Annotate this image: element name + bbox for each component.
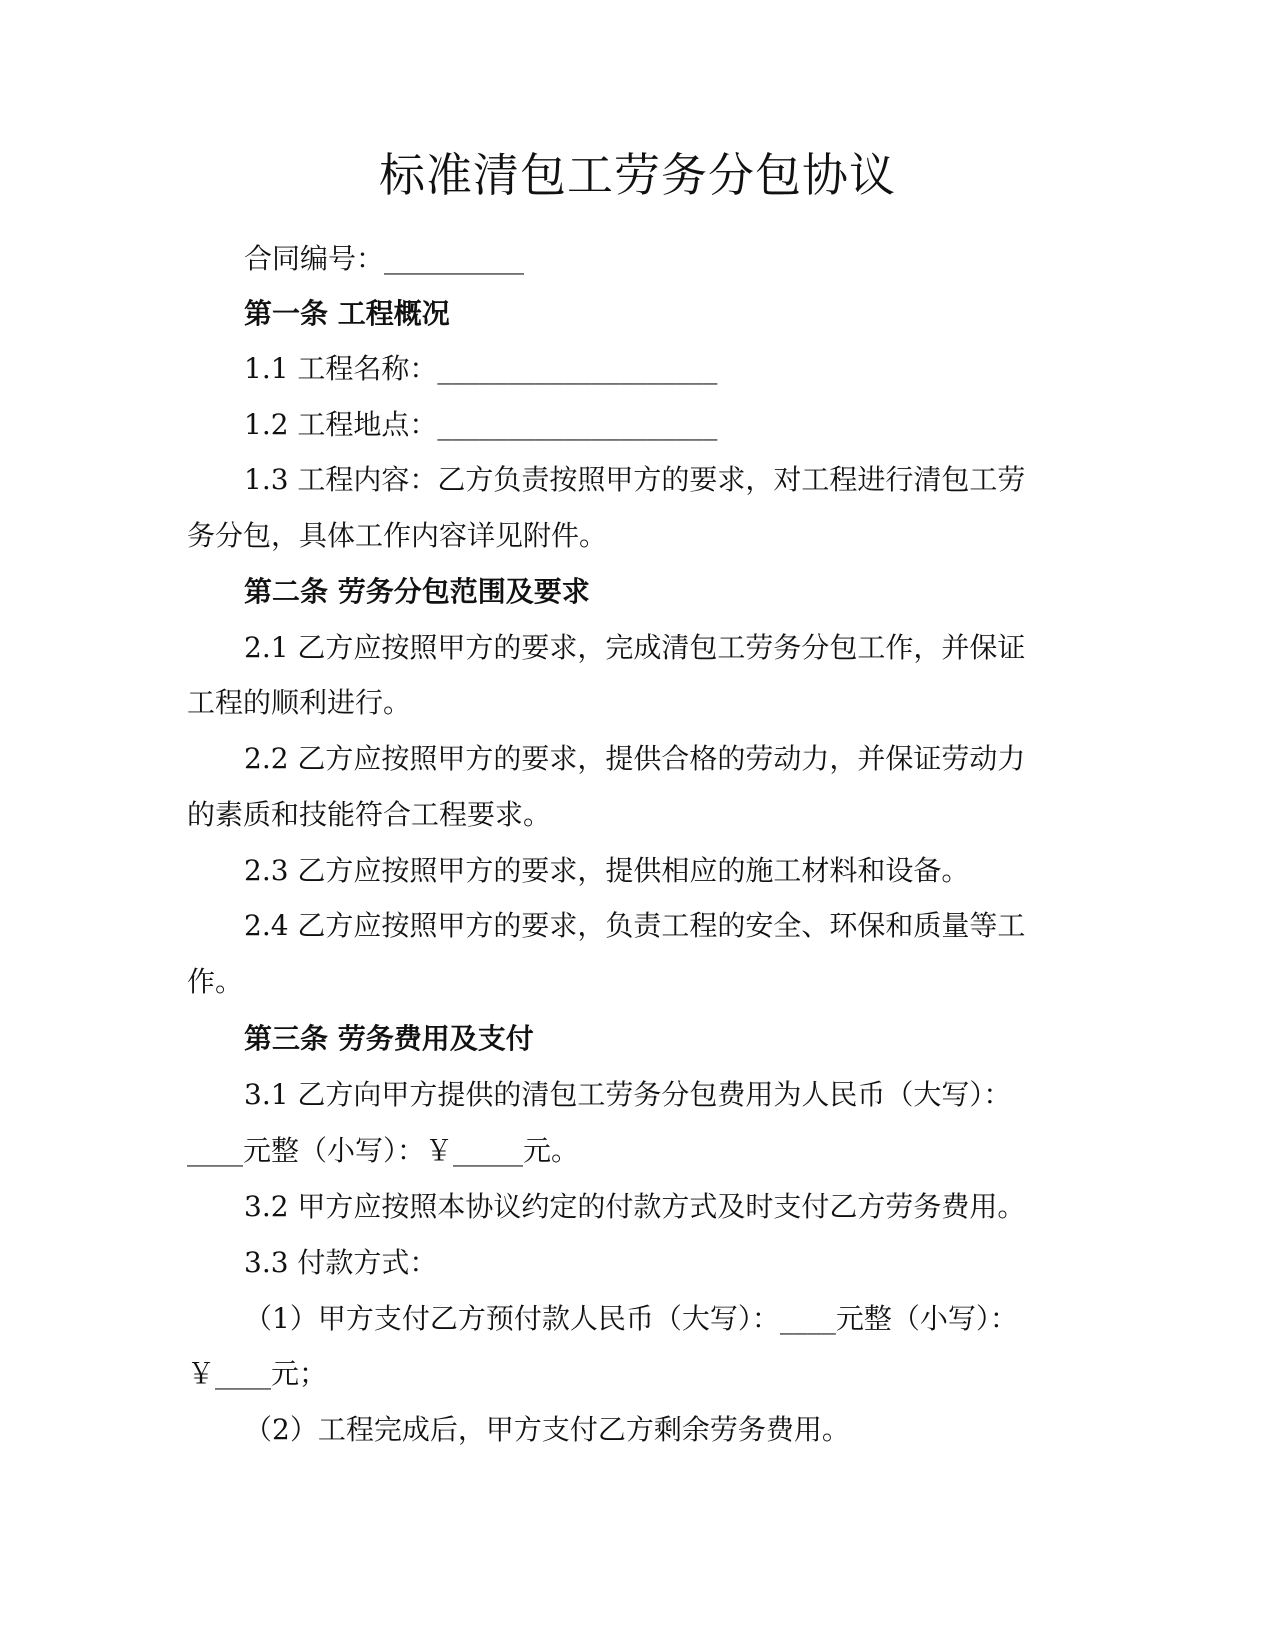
document-title: 标准清包工劳务分包协议 [379,148,896,202]
payment-1-line-1: （1）甲方支付乙方预付款人民币（大写）：____元整（小写）： [244,1302,1018,1335]
item-3-1-line-2: ____元整（小写）：￥_____元。 [187,1134,580,1167]
item-1-3-line-1: 1.3 工程内容：乙方负责按照甲方的要求，对工程进行清包工劳 [244,463,1026,496]
item-2-4-line-1: 2.4 乙方应按照甲方的要求，负责工程的安全、环保和质量等工 [244,909,1026,942]
item-3-3: 3.3 付款方式： [244,1246,438,1279]
item-1-1-project-name: 1.1 工程名称：____________________ [244,352,718,385]
item-2-2-line-1: 2.2 乙方应按照甲方的要求，提供合格的劳动力，并保证劳动力 [244,742,1026,775]
contract-number-line: 合同编号：__________ [244,242,525,275]
article-2-heading: 第二条 劳务分包范围及要求 [244,575,590,608]
article-1-heading: 第一条 工程概况 [244,297,450,330]
payment-2: （2）工程完成后，甲方支付乙方剩余劳务费用。 [244,1413,850,1446]
item-3-1-line-1: 3.1 乙方向甲方提供的清包工劳务分包费用为人民币（大写）： [244,1078,1012,1111]
item-2-2-line-2: 的素质和技能符合工程要求。 [187,798,552,831]
article-3-heading: 第三条 劳务费用及支付 [244,1022,534,1055]
item-2-1-line-2: 工程的顺利进行。 [187,686,412,719]
payment-1-line-2: ￥____元； [187,1357,328,1390]
item-1-3-line-2: 务分包，具体工作内容详见附件。 [187,519,608,552]
item-2-1-line-1: 2.1 乙方应按照甲方的要求，完成清包工劳务分包工作，并保证 [244,631,1026,664]
item-3-2: 3.2 甲方应按照本协议约定的付款方式及时支付乙方劳务费用。 [244,1190,1026,1223]
item-2-3: 2.3 乙方应按照甲方的要求，提供相应的施工材料和设备。 [244,854,970,887]
item-2-4-line-2: 作。 [187,965,244,998]
item-1-2-project-location: 1.2 工程地点：____________________ [244,408,718,441]
